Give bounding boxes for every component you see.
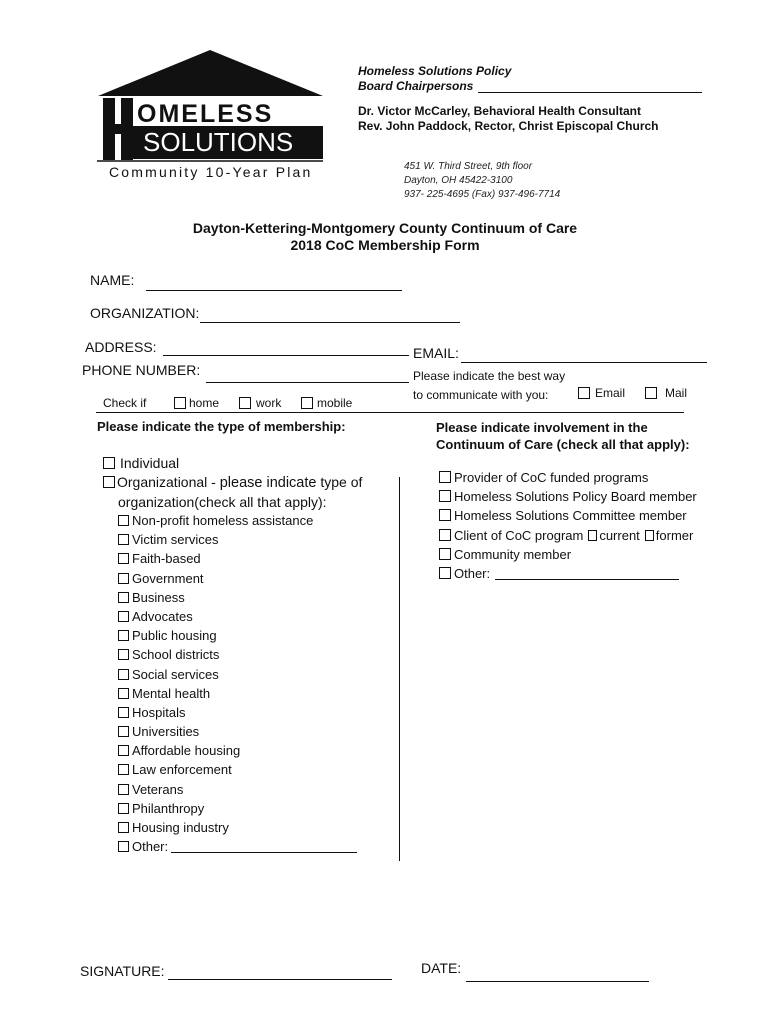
date-input-line[interactable] [466, 981, 649, 982]
org-type-item[interactable] [118, 782, 357, 801]
form-title [0, 220, 770, 254]
org-type-checkbox[interactable] [118, 707, 129, 718]
chairperson-2: Rev. John Paddock, Rector, Christ Episcopal Church [358, 119, 659, 133]
logo-word-solutions: SOLUTIONS [143, 127, 294, 157]
organization-label: ORGANIZATION: [90, 305, 200, 321]
org-type-item[interactable] [118, 590, 357, 609]
organization-input-line[interactable] [200, 322, 460, 323]
org-type-item[interactable] [118, 609, 357, 628]
org-type-item[interactable] [118, 551, 357, 570]
section-divider [96, 412, 684, 413]
involvement-checkbox[interactable] [439, 509, 451, 521]
org-type-item[interactable] [118, 820, 357, 839]
org-type-checkbox[interactable] [118, 726, 129, 737]
org-type-label: Advocates [132, 608, 193, 624]
org-type-item[interactable] [118, 628, 357, 647]
org-type-label: Law enforcement [132, 762, 232, 778]
current-label: current [599, 527, 640, 543]
org-type-item-other[interactable] [118, 839, 357, 858]
involvement-item[interactable] [439, 547, 697, 566]
signature-label: SIGNATURE: [80, 963, 165, 979]
policy-board-title-line1: Homeless Solutions Policy [358, 64, 512, 78]
org-type-label: Victim services [132, 532, 219, 548]
chairperson-1: Dr. Victor McCarley, Behavioral Health Consultant [358, 104, 641, 118]
organization-type-list [118, 513, 357, 858]
org-type-label: Mental health [132, 685, 211, 701]
involvement-item-client[interactable] [439, 528, 697, 547]
org-type-label: Public housing [132, 628, 217, 644]
mail-checkbox[interactable] [645, 387, 657, 399]
involvement-label: Homeless Solutions Policy Board member [454, 489, 697, 505]
organizational-label-part3: type of [316, 474, 363, 490]
org-type-label: School districts [132, 647, 220, 663]
org-type-item[interactable] [118, 532, 357, 551]
involvement-checkbox[interactable] [439, 490, 451, 502]
involvement-label: Community member [454, 546, 572, 562]
org-type-label: Veterans [132, 781, 184, 797]
address-line-2: Dayton, OH 45422-3100 [404, 175, 513, 186]
phone-input-line[interactable] [206, 382, 409, 383]
org-type-label: Housing industry [132, 820, 229, 835]
org-type-checkbox[interactable] [118, 592, 129, 603]
email-checkbox[interactable] [578, 387, 590, 399]
org-type-checkbox[interactable] [118, 764, 129, 775]
org-type-checkbox[interactable] [118, 649, 129, 660]
communicate-prompt [413, 367, 565, 405]
involvement-checkbox[interactable] [439, 567, 451, 579]
org-type-item[interactable] [118, 647, 357, 666]
organizational-label-part2: please indicate [219, 475, 317, 491]
org-type-item[interactable] [118, 724, 357, 743]
org-type-label: Government [132, 570, 204, 586]
org-type-checkbox[interactable] [118, 822, 129, 833]
org-type-other-input-line[interactable] [171, 841, 357, 853]
mobile-label: mobile [317, 396, 353, 410]
involvement-label: Provider of CoC funded programs [454, 470, 649, 485]
involvement-checkbox[interactable] [439, 548, 451, 560]
org-type-checkbox[interactable] [118, 803, 129, 814]
individual-checkbox[interactable] [103, 457, 115, 469]
org-type-checkbox[interactable] [118, 745, 129, 756]
check-if-label: Check if [103, 396, 147, 410]
email-option-label: Email [595, 386, 626, 400]
form-title-line1: Dayton-Kettering-Montgomery County Continuum of Care [192, 220, 578, 236]
org-type-label: Faith-based [132, 551, 201, 567]
logo [95, 48, 325, 183]
phone-label: PHONE NUMBER: [82, 362, 201, 378]
org-type-checkbox[interactable] [118, 611, 129, 622]
involvement-label: Client of CoC program [454, 527, 584, 543]
date-label: DATE: [421, 960, 462, 976]
former-label: former [655, 527, 694, 543]
involvement-heading [436, 419, 690, 453]
org-type-label: Social services [132, 666, 219, 682]
email-label: EMAIL: [413, 345, 459, 361]
name-label: NAME: [90, 272, 135, 288]
individual-label: Individual [120, 455, 180, 471]
org-type-item[interactable] [118, 513, 357, 532]
org-type-item[interactable] [118, 705, 357, 724]
involvement-item-other[interactable] [439, 566, 697, 585]
home-label: home [189, 396, 220, 410]
org-type-checkbox[interactable] [118, 515, 129, 526]
mobile-checkbox[interactable] [301, 397, 313, 409]
work-checkbox[interactable] [239, 397, 251, 409]
org-type-label: Universities [132, 724, 200, 740]
involvement-checkbox[interactable] [439, 471, 451, 483]
email-input-line[interactable] [461, 362, 707, 363]
address-line-1: 451 W. Third Street, 9th floor [404, 161, 533, 172]
column-divider [399, 477, 400, 861]
involvement-checkbox[interactable] [439, 529, 451, 541]
address-line-3: 937- 225-4695 (Fax) 937-496-7714 [404, 189, 561, 200]
logo-tagline: Community 10-Year Plan [109, 164, 313, 180]
communicate-line-1: Please indicate the best way [413, 369, 566, 383]
involvement-label: Other: [454, 565, 491, 581]
org-type-item[interactable] [118, 571, 357, 590]
involvement-item[interactable] [439, 508, 697, 527]
logo-word-omeless: OMELESS [137, 100, 274, 128]
involvement-other-input-line[interactable] [495, 568, 679, 580]
signature-input-line[interactable] [168, 979, 392, 980]
organizational-label-part1: Organizational - [117, 474, 220, 490]
involvement-label: Homeless Solutions Committee member [454, 508, 687, 524]
org-type-checkbox[interactable] [118, 688, 129, 699]
org-type-item[interactable] [118, 686, 357, 705]
address-label: ADDRESS: [85, 339, 157, 355]
former-checkbox[interactable] [645, 530, 654, 541]
organizational-label-line2: organization(check all that apply): [118, 494, 327, 510]
org-type-label: Business [132, 589, 185, 605]
org-type-item[interactable] [118, 801, 357, 820]
org-type-other-checkbox[interactable] [118, 841, 129, 852]
involvement-item[interactable] [439, 470, 697, 489]
organizational-label [117, 474, 362, 491]
form-title-line2: 2018 CoC Membership Form [290, 237, 480, 253]
policy-board-title-line2: Board Chairpersons [358, 79, 474, 93]
home-checkbox[interactable] [174, 397, 186, 409]
org-type-label: Non-profit homeless assistance [132, 513, 314, 528]
org-type-checkbox[interactable] [118, 784, 129, 795]
address-input-line[interactable] [163, 355, 409, 356]
org-type-checkbox[interactable] [118, 553, 129, 564]
involvement-list [439, 470, 697, 585]
policy-board-underline [478, 92, 702, 93]
org-type-checkbox[interactable] [118, 573, 129, 584]
mail-option-label: Mail [665, 386, 688, 400]
membership-heading: Please indicate the type of membership: [97, 419, 346, 434]
involvement-heading-line2: Continuum of Care (check all that apply): [436, 437, 690, 452]
org-type-label: Affordable housing [132, 743, 241, 759]
name-input-line[interactable] [146, 290, 402, 291]
involvement-heading-line1: Please indicate involvement in the [436, 420, 648, 435]
involvement-item[interactable] [439, 489, 697, 508]
org-type-other-label: Other: [132, 839, 169, 855]
communicate-line-2: to communicate with you: [413, 388, 549, 402]
org-type-label: Hospitals [132, 704, 186, 720]
org-type-item[interactable] [118, 762, 357, 781]
org-type-checkbox[interactable] [118, 630, 129, 641]
org-type-checkbox[interactable] [118, 534, 129, 545]
organizational-checkbox[interactable] [103, 476, 115, 488]
org-type-checkbox[interactable] [118, 669, 129, 680]
org-type-item[interactable] [118, 743, 357, 762]
work-label: work [256, 396, 282, 410]
org-type-item[interactable] [118, 667, 357, 686]
current-checkbox[interactable] [588, 530, 597, 541]
org-type-label: Philanthropy [132, 800, 205, 816]
